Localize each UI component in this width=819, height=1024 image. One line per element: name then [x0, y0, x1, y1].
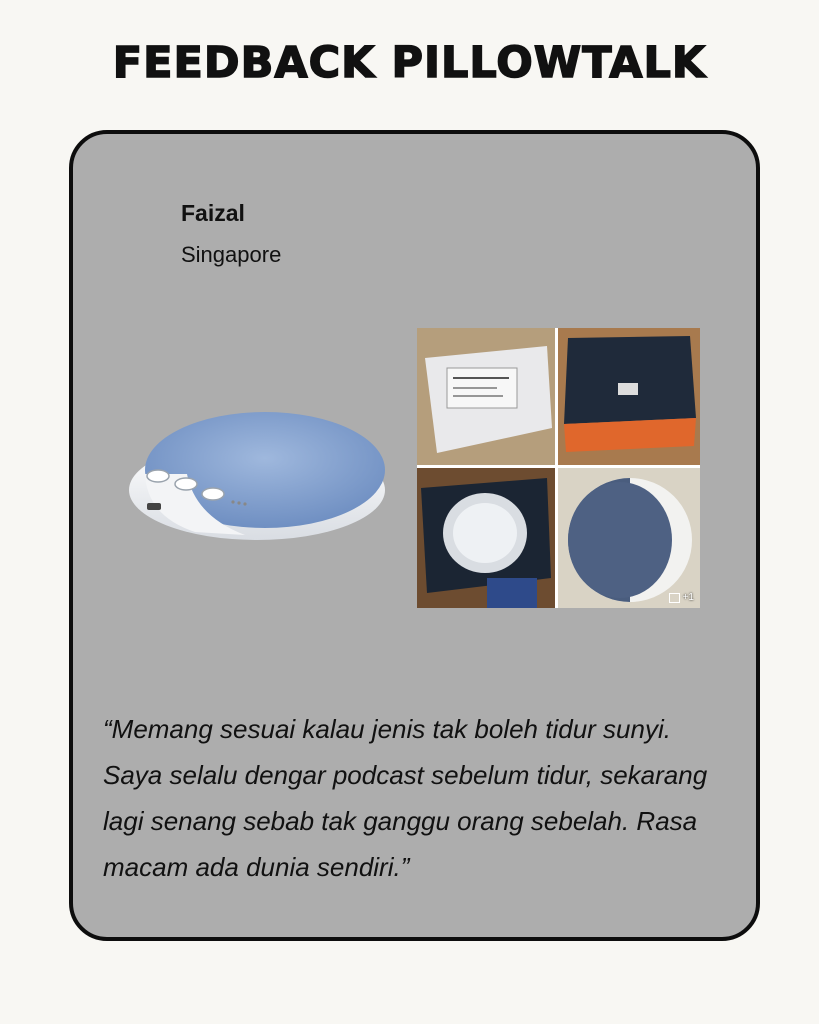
- photo-open-box[interactable]: [417, 468, 555, 608]
- customer-photo-collage[interactable]: [417, 328, 700, 608]
- reviewer-name: Faizal: [181, 200, 245, 226]
- page-title: FEEDBACK PILLOWTALK: [112, 38, 707, 88]
- reviewer-location: Singapore: [181, 242, 282, 267]
- pillow-speaker-image: [125, 404, 390, 544]
- photo-parcel[interactable]: [417, 328, 555, 465]
- testimonial-card: [69, 130, 760, 941]
- review-quote: “Memang sesuai kalau jenis tak boleh tidur sunyi. Saya selalu dengar podcast sebelum tidur, sekarang lagi senang sebab tak ganggu orang sebelah. Rasa macam ada dunia sendiri.”: [103, 714, 708, 882]
- photo-speaker-closeup[interactable]: [558, 468, 700, 608]
- more-photos-count: +1: [682, 592, 694, 603]
- more-photos-badge[interactable]: [669, 592, 694, 603]
- photo-box[interactable]: [558, 328, 700, 465]
- image-icon: [669, 593, 680, 603]
